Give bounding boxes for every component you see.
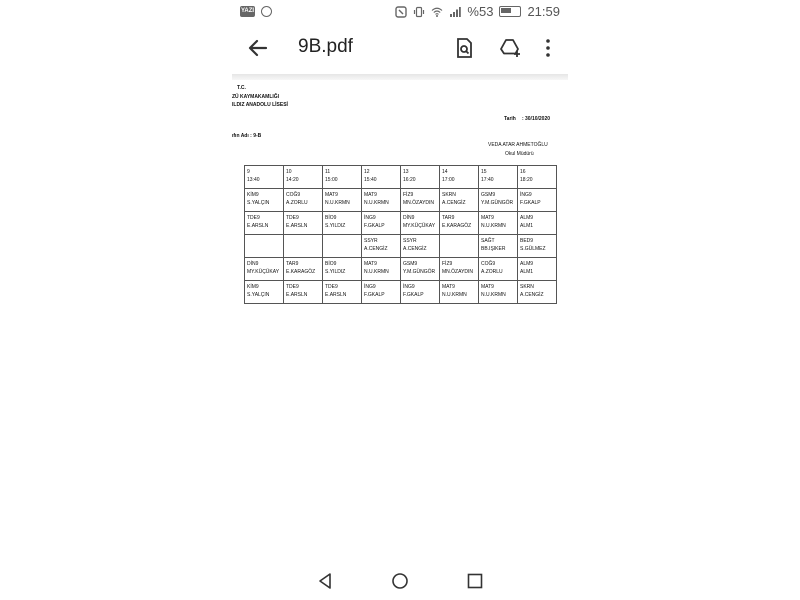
lesson-cell: MAT9 N.U.KRMN (323, 189, 362, 212)
more-options-icon[interactable] (536, 36, 560, 60)
lesson-cell: TDE9 E.ARSLN (284, 212, 323, 235)
home-nav-icon[interactable] (391, 572, 409, 590)
recents-nav-icon[interactable] (466, 572, 484, 590)
drive-add-icon[interactable] (498, 36, 522, 60)
lesson-cell: SAĞT BB.IŞIKER (479, 235, 518, 258)
lesson-cell: GSM9 Y.M.GÜNGÖR (401, 258, 440, 281)
notification-badge-icon: YAZI (240, 6, 255, 17)
battery-icon (499, 6, 521, 17)
search-document-icon[interactable] (452, 36, 476, 60)
system-nav-bar (232, 566, 568, 596)
timetable-row (245, 235, 557, 258)
document-title: 9B.pdf (298, 36, 353, 57)
date-value: 30/10/2020 (525, 116, 551, 122)
lesson-cell: FİZ9 MN.ÖZAYDIN (401, 189, 440, 212)
signatory-name: VEDA ATAR AHMETOĞLU (488, 142, 548, 148)
lesson-cell: TDE9 E.ARSLN (245, 212, 284, 235)
status-bar (232, 4, 568, 22)
lesson-cell (440, 235, 479, 258)
lesson-cell: MAT9 N.U.KRMN (362, 189, 401, 212)
header-cell: 11 15:00 (323, 166, 362, 189)
lesson-cell: GSM9 Y.M.GÜNGÖR (479, 189, 518, 212)
back-nav-icon[interactable] (316, 572, 334, 590)
clock: 21:59 (527, 4, 560, 19)
header-cell: 12 15:40 (362, 166, 401, 189)
timetable-header-row (245, 166, 557, 189)
lesson-cell: COĞ9 A.ZORLU (479, 258, 518, 281)
timetable-row (245, 212, 557, 235)
lesson-cell: MAT9 N.U.KRMN (479, 212, 518, 235)
wifi-icon (431, 6, 443, 18)
lesson-cell: DİN9 MY.KÜÇÜKAY (401, 212, 440, 235)
class-name: ıfın Adı : 9-B (232, 133, 262, 139)
timetable (244, 165, 557, 304)
lesson-cell (323, 235, 362, 258)
nfc-icon (395, 6, 407, 18)
lesson-cell: KİM9 S.YALÇIN (245, 189, 284, 212)
lesson-cell: ALM9 ALM1 (518, 212, 557, 235)
lesson-cell: MAT9 N.U.KRMN (362, 258, 401, 281)
lesson-cell: SKRN A.CENGİZ (440, 189, 479, 212)
lesson-cell: BİO9 S.YILDIZ (323, 258, 362, 281)
header-cell: 16 18:20 (518, 166, 557, 189)
pdf-page[interactable]: T.C. ZÜ KAYMAKAMLIĞI ILDIZ ANADOLU LİSESİ Tarih : 30/10/2020 ıfın Adı : 9-B VEDA ATAR AHMETOĞLU Okul Müdürü 9 13:40 10 14:20 11 15:00 12 15:40 13 16:20 14 17:00 15 17:40 16 18:20 KİM9 S.YALÇIN COĞ9 A.ZORLU MAT9 N.U.KRMN MAT9 N.U.KRMN FİZ9 MN.ÖZAYDIN SKRN A.CENGİZ GSM9 Y.M.GÜNGÖR İNG9 F.GKALP TDE9 E.ARSLN TDE9 E.ARSLN BİO9 S.YILDIZ İNG9 F.GKALP DİN9 MY.KÜÇÜKAY TAR9 E.KARAGÖZ MAT9 N.U.KRMN ALM9 ALM1 SSYR A.CENGİZ SSYR A.CENGİZ SAĞT BB.IŞIKER BED9 S.GÜLMEZ DİN9 MY.KÜÇÜKAY TAR9 E.KARAGÖZ BİO9 S.YILDIZ MAT9 N.U.KRMN GSM9 Y.M.GÜNGÖR FİZ9 MN.ÖZAYDIN COĞ9 A.ZORLU ALM9 ALM1 KİM9 S.YALÇIN TDE9 E.ARSLN TDE9 E.ARSLN İNG9 F.GKALP İNG9 F.GKALP MAT9 N.U.KRMN MAT9 N.U.KRMN SKRN A.CENGİZ (232, 80, 568, 320)
app-bar (232, 24, 568, 74)
lesson-cell: TDE9 E.ARSLN (284, 281, 323, 304)
lesson-cell: SSYR A.CENGİZ (401, 235, 440, 258)
timetable-row (245, 258, 557, 281)
lesson-cell (245, 235, 284, 258)
lesson-cell: TDE9 E.ARSLN (323, 281, 362, 304)
lesson-cell: DİN9 MY.KÜÇÜKAY (245, 258, 284, 281)
lesson-cell: SKRN A.CENGİZ (518, 281, 557, 304)
doc-header-line3: ILDIZ ANADOLU LİSESİ (232, 102, 288, 108)
lesson-cell (284, 235, 323, 258)
timetable-row (245, 281, 557, 304)
header-cell: 10 14:20 (284, 166, 323, 189)
back-arrow-icon[interactable] (246, 36, 270, 60)
whatsapp-icon (261, 6, 272, 17)
lesson-cell: BED9 S.GÜLMEZ (518, 235, 557, 258)
header-cell: 13 16:20 (401, 166, 440, 189)
lesson-cell: İNG9 F.GKALP (401, 281, 440, 304)
lesson-cell: MAT9 N.U.KRMN (479, 281, 518, 304)
signatory-title: Okul Müdürü (505, 151, 534, 157)
vibrate-icon (413, 6, 425, 18)
lesson-cell: İNG9 F.GKALP (362, 281, 401, 304)
lesson-cell: KİM9 S.YALÇIN (245, 281, 284, 304)
lesson-cell: COĞ9 A.ZORLU (284, 189, 323, 212)
doc-header-line2: ZÜ KAYMAKAMLIĞI (232, 94, 280, 100)
lesson-cell: TAR9 E.KARAGÖZ (284, 258, 323, 281)
signal-icon (449, 6, 461, 18)
doc-header-line1: T.C. (237, 85, 246, 91)
lesson-cell: BİO9 S.YILDIZ (323, 212, 362, 235)
date-label: Tarih (504, 116, 516, 122)
lesson-cell: İNG9 F.GKALP (518, 189, 557, 212)
battery-percent: %53 (467, 4, 494, 19)
lesson-cell: ALM9 ALM1 (518, 258, 557, 281)
header-cell: 9 13:40 (245, 166, 284, 189)
lesson-cell: FİZ9 MN.ÖZAYDIN (440, 258, 479, 281)
header-cell: 15 17:40 (479, 166, 518, 189)
lesson-cell: İNG9 F.GKALP (362, 212, 401, 235)
lesson-cell: SSYR A.CENGİZ (362, 235, 401, 258)
header-cell: 14 17:00 (440, 166, 479, 189)
timetable-row (245, 189, 557, 212)
lesson-cell: MAT9 N.U.KRMN (440, 281, 479, 304)
lesson-cell: TAR9 E.KARAGÖZ (440, 212, 479, 235)
